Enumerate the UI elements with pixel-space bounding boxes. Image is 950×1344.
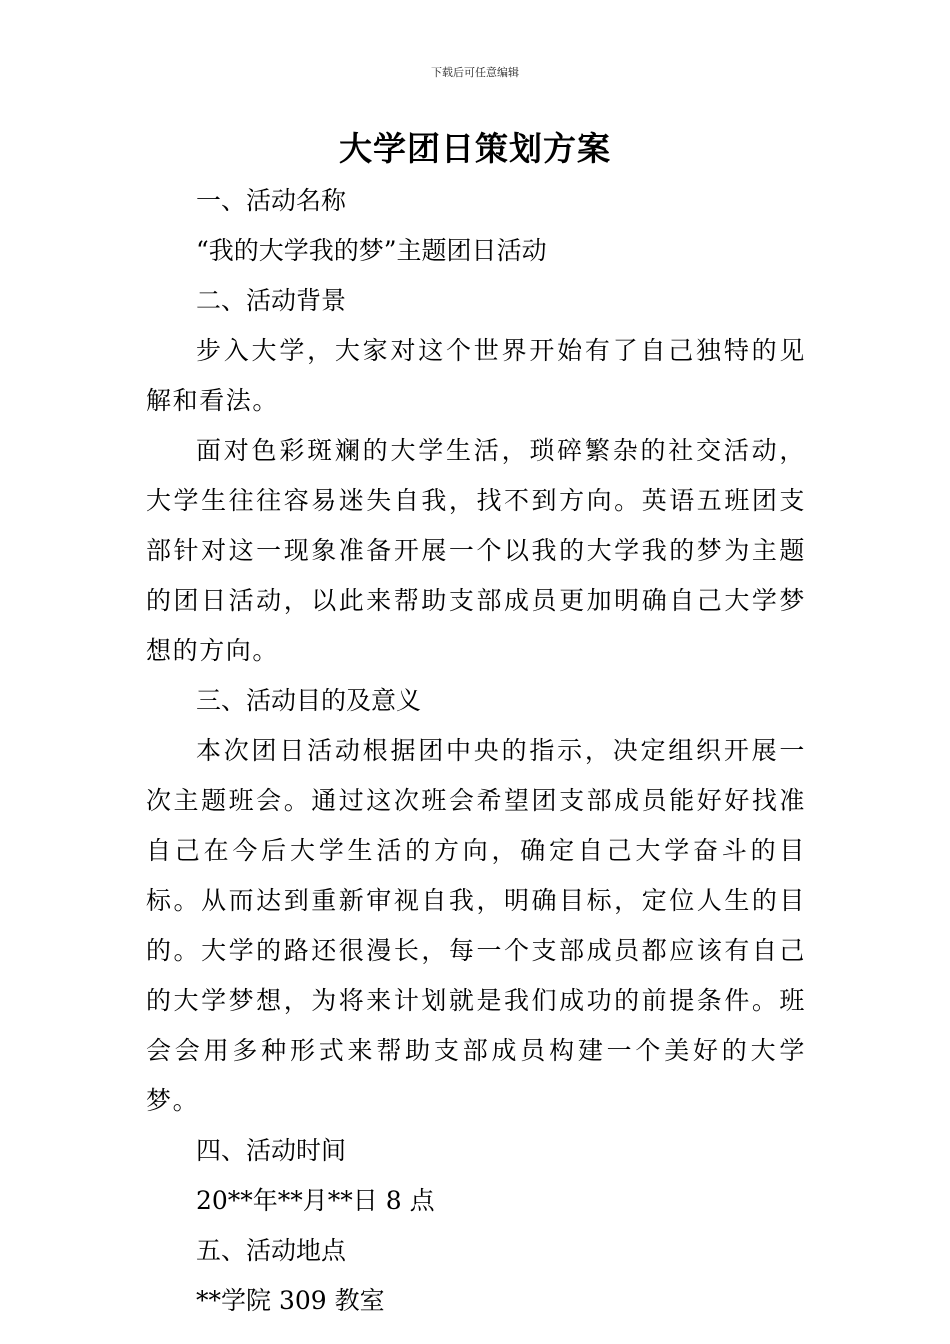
section-heading-background: 二、活动背景 [196, 286, 347, 315]
document-body [146, 176, 806, 1326]
background-paragraph-1: 步入大学，大家对这个世界开始有了自己独特的见解和看法。 [146, 336, 806, 415]
document-title: 大学团日策划方案 [339, 129, 611, 168]
header-note: 下载后可任意编辑 [431, 66, 519, 79]
activity-location-text: **学院 309 教室 [196, 1286, 385, 1315]
activity-name-text: “我的大学我的梦”主题团日活动 [196, 236, 547, 265]
section-heading-location: 五、活动地点 [196, 1236, 347, 1265]
purpose-paragraph: 本次团日活动根据团中央的指示，决定组织开展一次主题班会。通过这次班会希望团支部成员能好好找准自己在今后大学生活的方向，确定自己大学奋斗的目标。从而达到重新审视自我，明确目标，定位人生的目的。大学的路还很漫长，每一个支部成员都应该有自己的大学梦想，为将来计划就是我们成功的前提条件。班会会用多种形式来帮助支部成员构建一个美好的大学梦。 [146, 736, 806, 1115]
activity-time-text: 20**年**月**日 8 点 [196, 1186, 435, 1215]
background-paragraph-2: 面对色彩斑斓的大学生活，琐碎繁杂的社交活动，大学生往往容易迷失自我，找不到方向。英语五班团支部针对这一现象准备开展一个以我的大学我的梦为主题的团日活动，以此来帮助支部成员更加明确自己大学梦想的方向。 [146, 436, 806, 665]
section-heading-time: 四、活动时间 [196, 1136, 347, 1165]
section-heading-name: 一、活动名称 [196, 186, 347, 215]
section-heading-purpose: 三、活动目的及意义 [196, 686, 422, 715]
